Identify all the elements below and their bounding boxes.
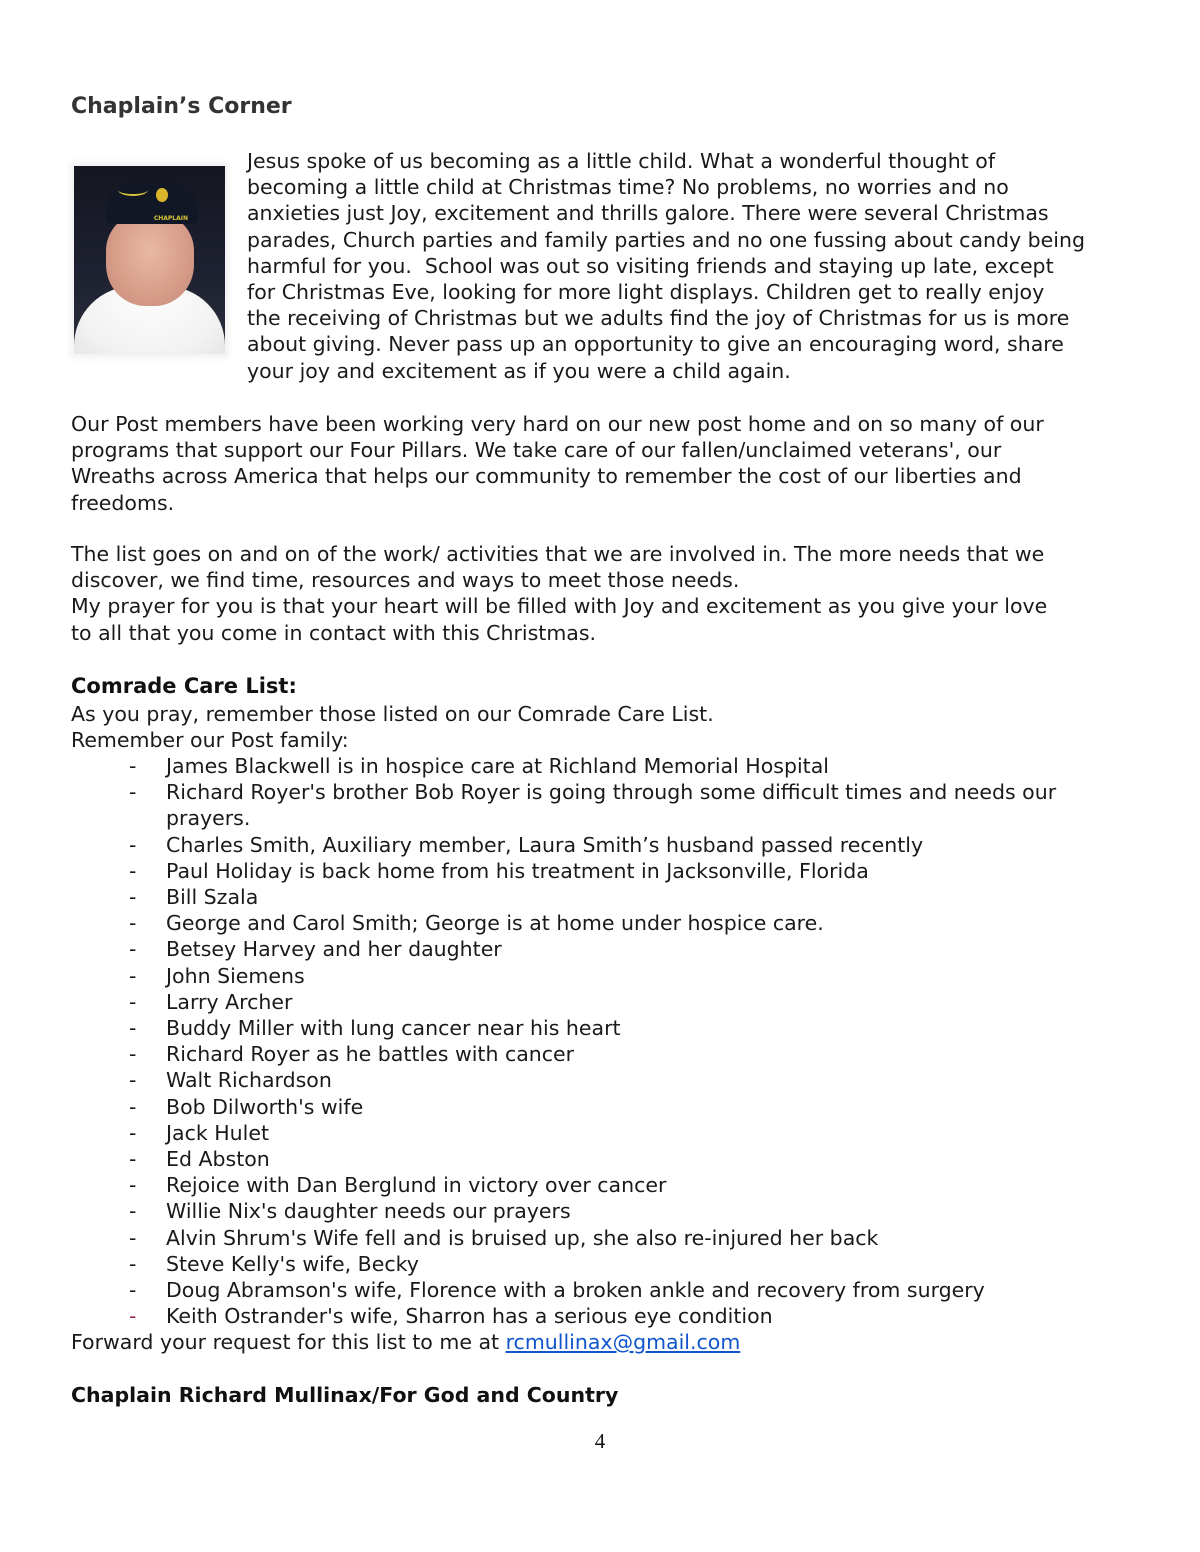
list-item: - Larry Archer <box>129 989 293 1014</box>
text-line: discover, we find time, resources and ways to meet those needs. <box>71 568 740 593</box>
care-subintro-line: Remember our Post family: <box>71 728 349 753</box>
bullet-dash: - <box>129 1225 137 1250</box>
section-title: Chaplain’s Corner <box>71 94 292 119</box>
list-item: - Bob Dilworth's wife <box>129 1094 364 1119</box>
list-item: - Richard Royer as he battles with cancer <box>129 1042 575 1067</box>
care-intro-line: As you pray, remember those listed on our Comrade Care List. <box>71 702 714 726</box>
bullet-dash: - <box>129 1094 137 1119</box>
list-item: - Ed Abston <box>129 1147 270 1172</box>
text-line: parades, Church parties and family parties and no one fussing about candy being <box>247 227 1085 252</box>
bullet-dash: - <box>129 832 137 857</box>
text-line: anxieties just Joy, excitement and thrills galore. There were several Christmas <box>247 201 1049 226</box>
bullet-dash: - <box>129 1068 137 1093</box>
intro-paragraph <box>247 148 1147 384</box>
cap-cord <box>118 184 148 196</box>
text-line: the receiving of Christmas but we adults find the joy of Christmas for us is more <box>247 306 1070 331</box>
bullet-dash: - <box>129 1278 137 1303</box>
list-item: - Keith Ostrander's wife, Sharron has a serious eye condition <box>129 1304 773 1329</box>
list-item: - James Blackwell is in hospice care at Richland Memorial Hospital <box>129 754 829 778</box>
bullet-dash: - <box>129 1016 137 1041</box>
page-number: 4 <box>594 1429 606 1453</box>
text-line: Jesus spoke of us becoming as a little child. What a wonderful thought of <box>247 149 996 173</box>
list-item: - Willie Nix's daughter needs our prayers <box>129 1199 571 1224</box>
bullet-dash: - <box>129 1120 137 1145</box>
list-item: - Paul Holiday is back home from his treatment in Jacksonville, Florida <box>129 858 869 883</box>
text-line: programs that support our Four Pillars. We take care of our fallen/unclaimed veterans', our <box>71 438 1002 463</box>
bullet-dash: - <box>129 858 137 883</box>
text-line: Wreaths across America that helps our community to remember the cost of our liberties and <box>71 464 1022 489</box>
list-item: - Bill Szala <box>129 885 259 910</box>
list-item: - Jack Hulet <box>129 1120 270 1145</box>
text-line: My prayer for you is that your heart will be filled with Joy and excitement as you give your love <box>71 594 1048 619</box>
list-item: - Richard Royer's brother Bob Royer is going through some difficult times and needs our prayers. <box>129 780 1057 831</box>
bullet-dash: - <box>129 963 137 988</box>
legion-cap <box>106 182 198 224</box>
bullet-dash: - <box>129 937 137 962</box>
list-item: - Doug Abramson's wife, Florence with a broken ankle and recovery from surgery <box>129 1278 985 1303</box>
text-line: to all that you come in contact with this Christmas. <box>71 620 597 645</box>
text-line: for Christmas Eve, looking for more light displays. Children get to really enjoy <box>247 280 1045 305</box>
text-line: Our Post members have been working very hard on our new post home and on so many of our <box>71 412 1044 436</box>
text-line: your joy and excitement as if you were a child again. <box>247 358 791 383</box>
activities-paragraph <box>71 541 1131 646</box>
list-item: - Rejoice with Dan Berglund in victory over cancer <box>129 1173 667 1198</box>
bullet-dash: - <box>129 1304 137 1329</box>
list-item: - Alvin Shrum's Wife fell and is bruised up, she also re-injured her back <box>129 1225 879 1250</box>
forward-request-line <box>71 1329 740 1355</box>
signature: Chaplain Richard Mullinax/For God and Country <box>71 1383 619 1407</box>
care-list-title: Comrade Care List: <box>71 674 297 698</box>
bullet-dash: - <box>129 1042 137 1067</box>
text-line: about giving. Never pass up an opportunity to give an encouraging word, share <box>247 332 1064 357</box>
email-link[interactable]: rcmullinax@gmail.com <box>505 1330 741 1354</box>
text-line: harmful for you. School was out so visiting friends and staying up late, except <box>247 253 1054 278</box>
bullet-dash: - <box>129 1173 137 1198</box>
list-item: - George and Carol Smith; George is at home under hospice care. <box>129 911 824 936</box>
bullet-dash: - <box>129 1251 137 1276</box>
list-item: - Walt Richardson <box>129 1068 332 1093</box>
post-members-paragraph <box>71 411 1131 516</box>
list-item: - Betsey Harvey and her daughter <box>129 937 502 962</box>
care-list-intro <box>71 701 714 753</box>
list-item: - Buddy Miller with lung cancer near his heart <box>129 1016 621 1041</box>
list-item: - Charles Smith, Auxiliary member, Laura Smith’s husband passed recently <box>129 832 924 857</box>
text-line: becoming a little child at Christmas time? No problems, no worries and no <box>247 175 1009 200</box>
list-item: - John Siemens <box>129 963 305 988</box>
bullet-dash: - <box>129 1147 137 1172</box>
forward-text: Forward your request for this list to me at <box>71 1330 506 1354</box>
cap-text: CHAPLAIN <box>153 215 188 222</box>
text-line: The list goes on and on of the work/ activities that we are involved in. The more needs that we <box>71 542 1045 566</box>
chaplain-photo <box>74 166 225 354</box>
legion-emblem-icon <box>156 188 168 202</box>
bullet-dash: - <box>129 1199 137 1224</box>
bullet-dash: - <box>129 780 137 805</box>
comrade-care-list <box>71 753 1131 1329</box>
bullet-dash: - <box>129 989 137 1014</box>
bullet-dash: - <box>129 885 137 910</box>
text-line: freedoms. <box>71 490 175 515</box>
bullet-dash: - <box>129 911 137 936</box>
list-item: - Steve Kelly's wife, Becky <box>129 1251 419 1276</box>
bullet-dash: - <box>129 754 137 778</box>
